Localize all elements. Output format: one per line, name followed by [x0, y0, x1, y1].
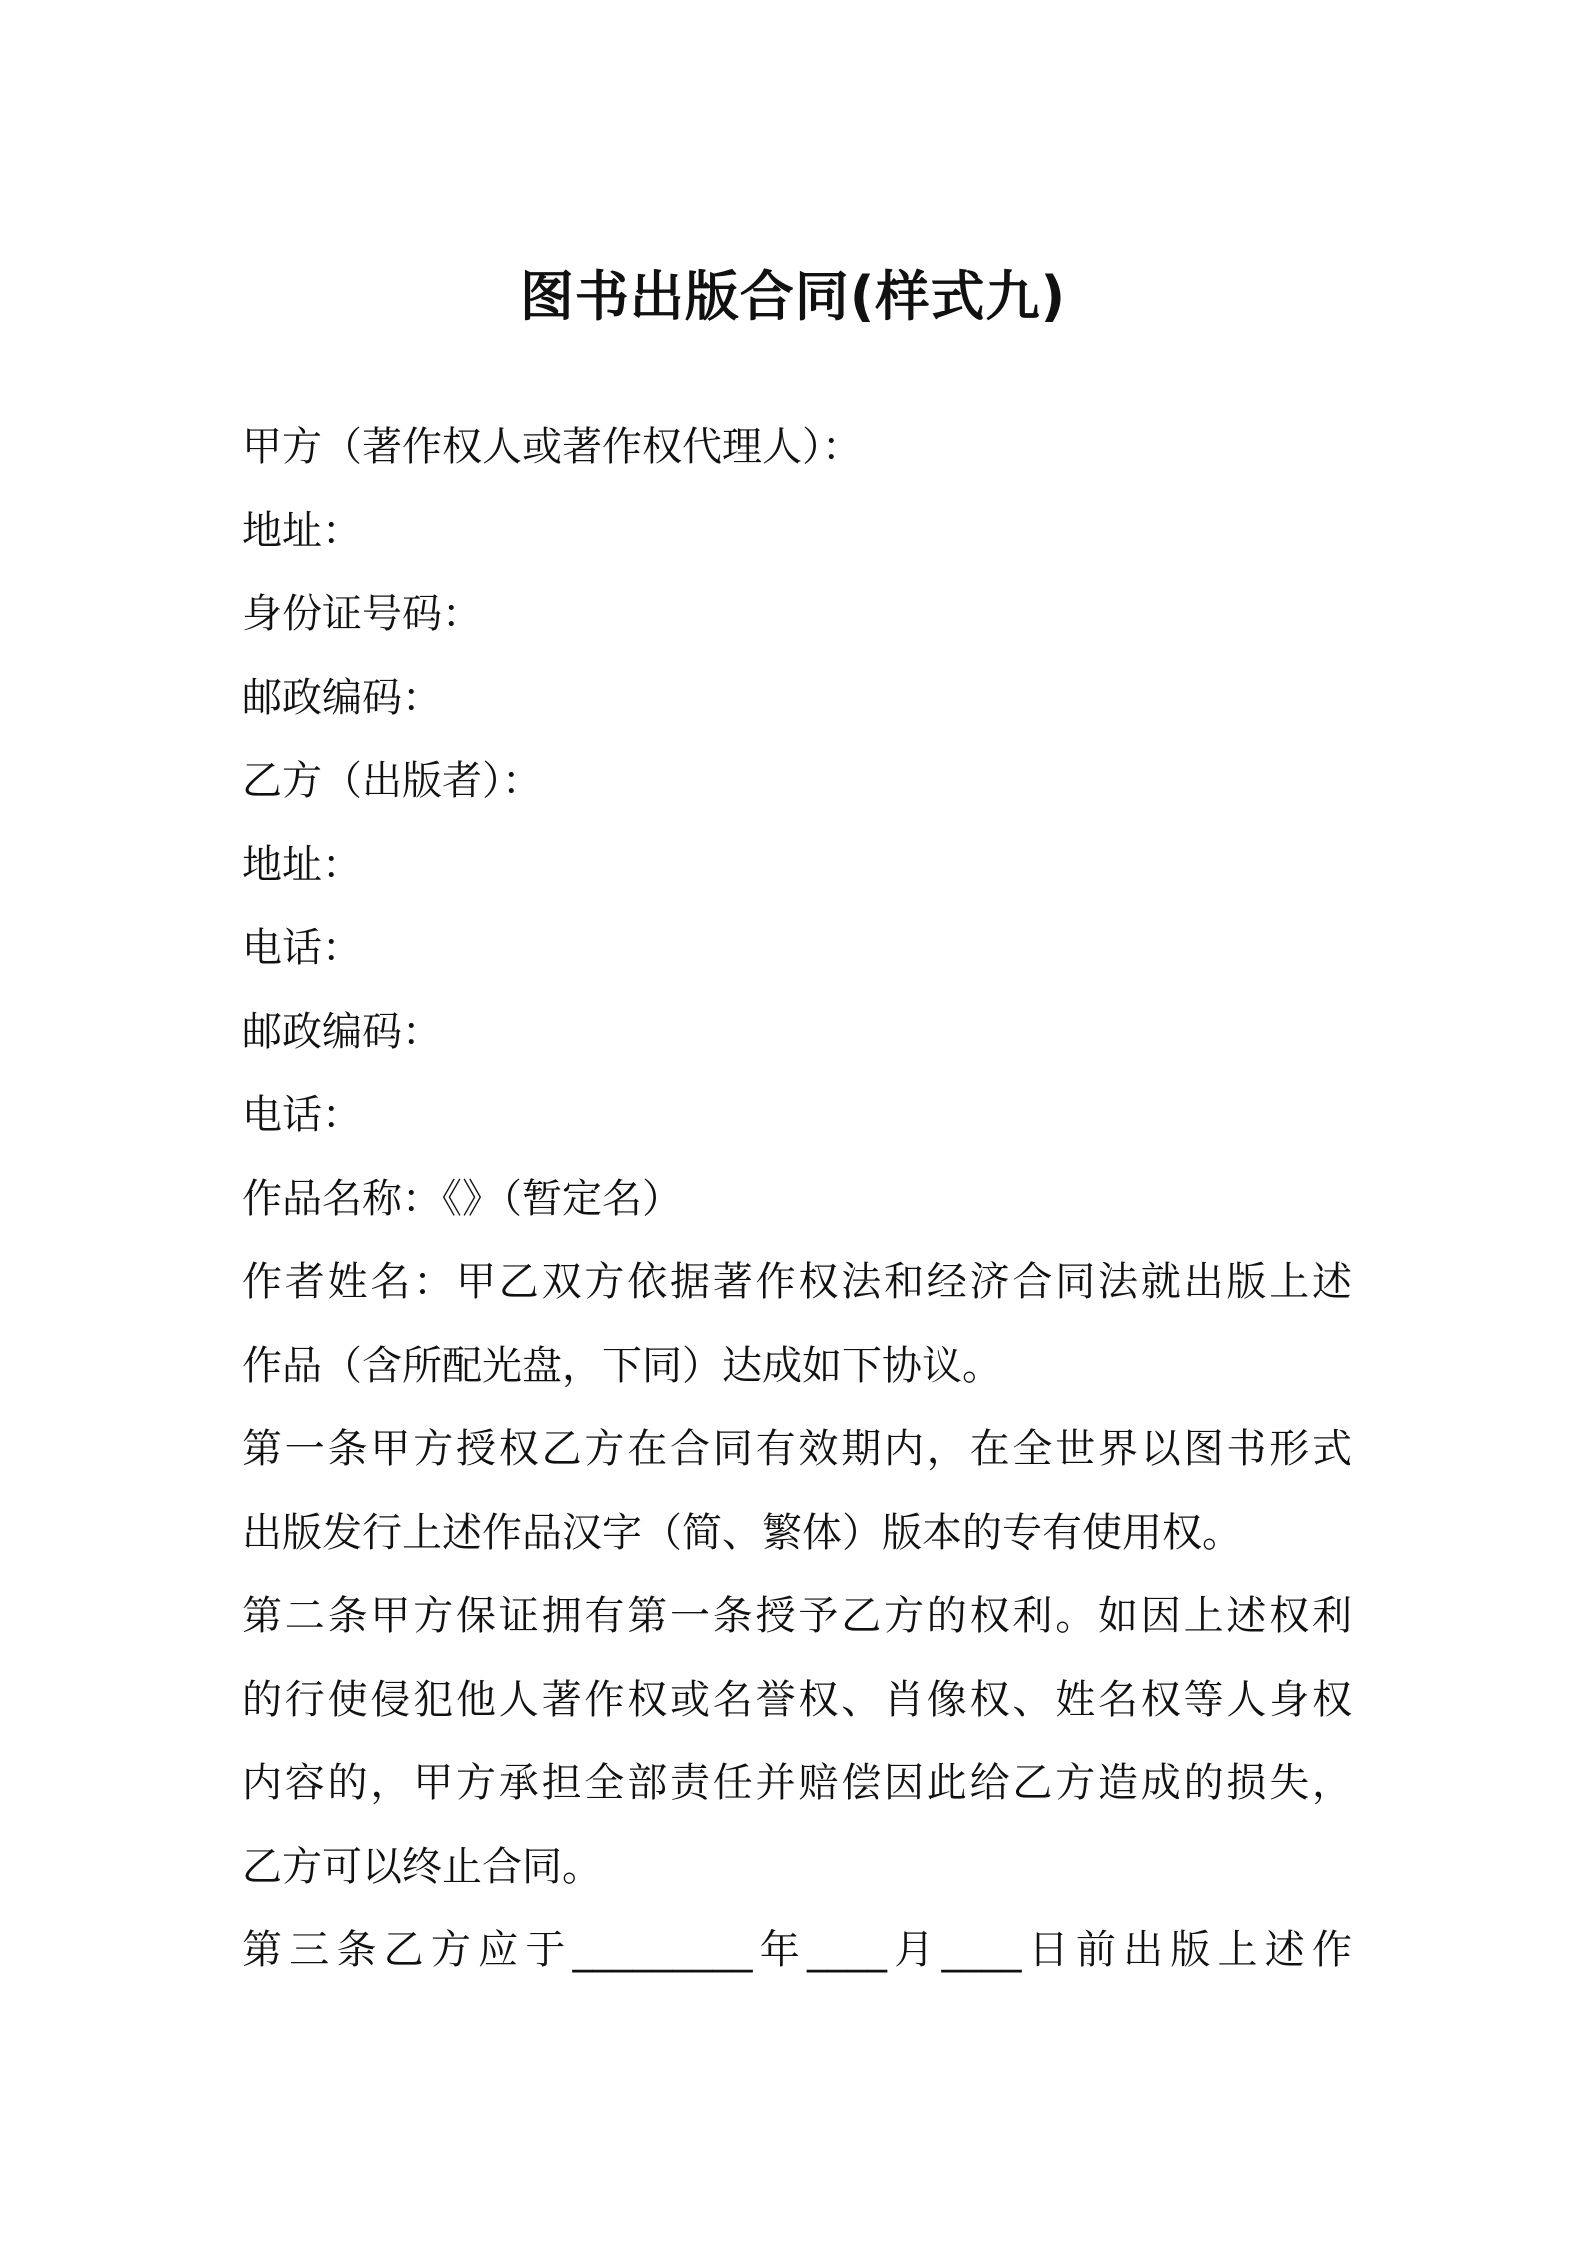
agreement-intro-line: 作品（含所配光盘，下同）达成如下协议。: [242, 1342, 1002, 1389]
party-b-address-line: 地址：: [242, 841, 362, 888]
party-b-postal-code-line: 邮政编码：: [242, 1008, 442, 1055]
article-2-line-3: 内容的，甲方承担全部责任并赔偿因此给乙方造成的损失，: [242, 1760, 1352, 1806]
party-a-postal-code-line: 邮政编码：: [242, 674, 442, 721]
party-a-address-line: 地址：: [242, 507, 362, 554]
document-body: [242, 406, 1352, 1993]
article-2-line-1: 第二条甲方保证拥有第一条授予乙方的权利。如因上述权利: [242, 1593, 1352, 1639]
article-2-line-2: 的行使侵犯他人著作权或名誉权、肖像权、姓名权等人身权: [242, 1676, 1352, 1723]
article-3-line-1: 第三条乙方应于_________年____月____日前出版上述作: [242, 1927, 1352, 1973]
article-2-line-4: 乙方可以终止合同。: [242, 1843, 602, 1890]
party-a-line: 甲方（著作权人或著作权代理人）：: [242, 424, 862, 470]
party-a-id-number-line: 身份证号码：: [242, 591, 482, 637]
party-b-phone-line: 电话：: [242, 925, 362, 971]
article-1-line-2: 出版发行上述作品汉字（简、繁体）版本的专有使用权。: [242, 1509, 1242, 1556]
party-b-line: 乙方（出版者）：: [242, 758, 542, 804]
author-name-line: 作者姓名：甲乙双方依据著作权法和经济合同法就出版上述: [242, 1259, 1352, 1305]
article-1-line-1: 第一条甲方授权乙方在合同有效期内，在全世界以图书形式: [242, 1426, 1352, 1472]
document-title: 图书出版合同(样式九): [519, 265, 1067, 328]
party-b-phone-line-2: 电话：: [242, 1092, 362, 1138]
work-title-line: 作品名称：《》（暂定名）: [242, 1175, 682, 1222]
